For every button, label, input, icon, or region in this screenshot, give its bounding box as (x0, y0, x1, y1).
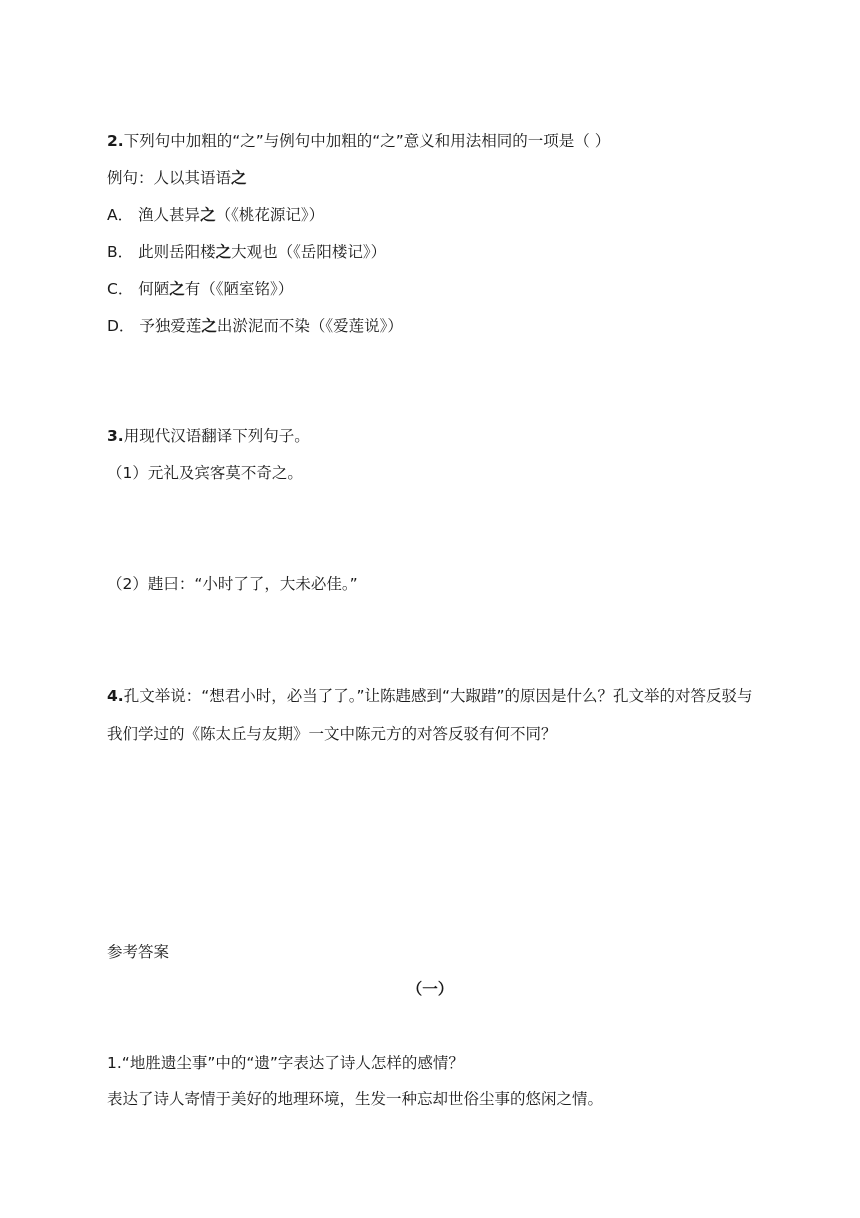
answer-1-text: 表达了诗人寄情于美好的地理环境，生发一种忘却世俗尘事的悠闲之情。 (107, 1090, 604, 1108)
example-sentence (107, 168, 247, 188)
question-text: 用现代汉语翻译下列句子。 (123, 427, 310, 445)
option-d (107, 316, 403, 336)
option-text: 此则岳阳楼 (138, 243, 216, 261)
answers-heading: 参考答案 (107, 943, 170, 961)
option-text: 予独爱莲 (139, 317, 202, 335)
option-letter: A． (107, 206, 134, 224)
question-number: 2. (107, 132, 124, 150)
question-4 (107, 677, 767, 753)
option-letter: C． (107, 280, 134, 298)
question-3 (107, 426, 310, 446)
translate-item-1: （1）元礼及宾客莫不奇之。 (107, 464, 303, 482)
question-number: 1. (107, 1054, 122, 1072)
section-heading: （一） (406, 980, 454, 998)
question-text: 下列句中加粗的“之”与例句中加粗的“之”意义和用法相同的一项是（ ） (123, 132, 611, 150)
bold-word: 之 (231, 169, 247, 187)
option-source: （《桃花源记》） (215, 206, 325, 224)
option-text: 何陋 (138, 280, 170, 298)
option-source: 出淤泥而不染（《爱莲说》） (216, 317, 403, 335)
option-letter: B． (107, 243, 134, 261)
question-number: 4. (107, 687, 124, 705)
bold-word: 之 (215, 243, 232, 261)
bold-word: 之 (201, 317, 217, 335)
translate-item-2: （2）韪曰：“小时了了，大未必佳。” (107, 575, 358, 593)
option-a (107, 205, 324, 225)
question-text: “地胜遗尘事”中的“遗”字表达了诗人怎样的感情？ (121, 1054, 464, 1072)
option-c (107, 279, 293, 299)
question-number: 3. (107, 427, 124, 445)
option-source: 有（《陋室铭》） (184, 280, 294, 298)
question-text: 孔文举说：“想君小时，必当了了。”让陈韪感到“大踧踖”的原因是什么？孔文举的对答反驳与我们学过的《陈太丘与友期》一文中陈元方的对答反驳有何不同？ (107, 687, 753, 743)
option-letter: D． (107, 317, 135, 335)
bold-word: 之 (200, 206, 216, 224)
option-b (107, 242, 386, 262)
option-source: 大观也（《岳阳楼记》） (231, 243, 387, 261)
question-2 (107, 131, 610, 151)
bold-word: 之 (169, 280, 185, 298)
answer-1-question (107, 1053, 464, 1073)
example-text: 例句：人以其语语 (107, 169, 232, 187)
option-text: 渔人甚异 (138, 206, 201, 224)
